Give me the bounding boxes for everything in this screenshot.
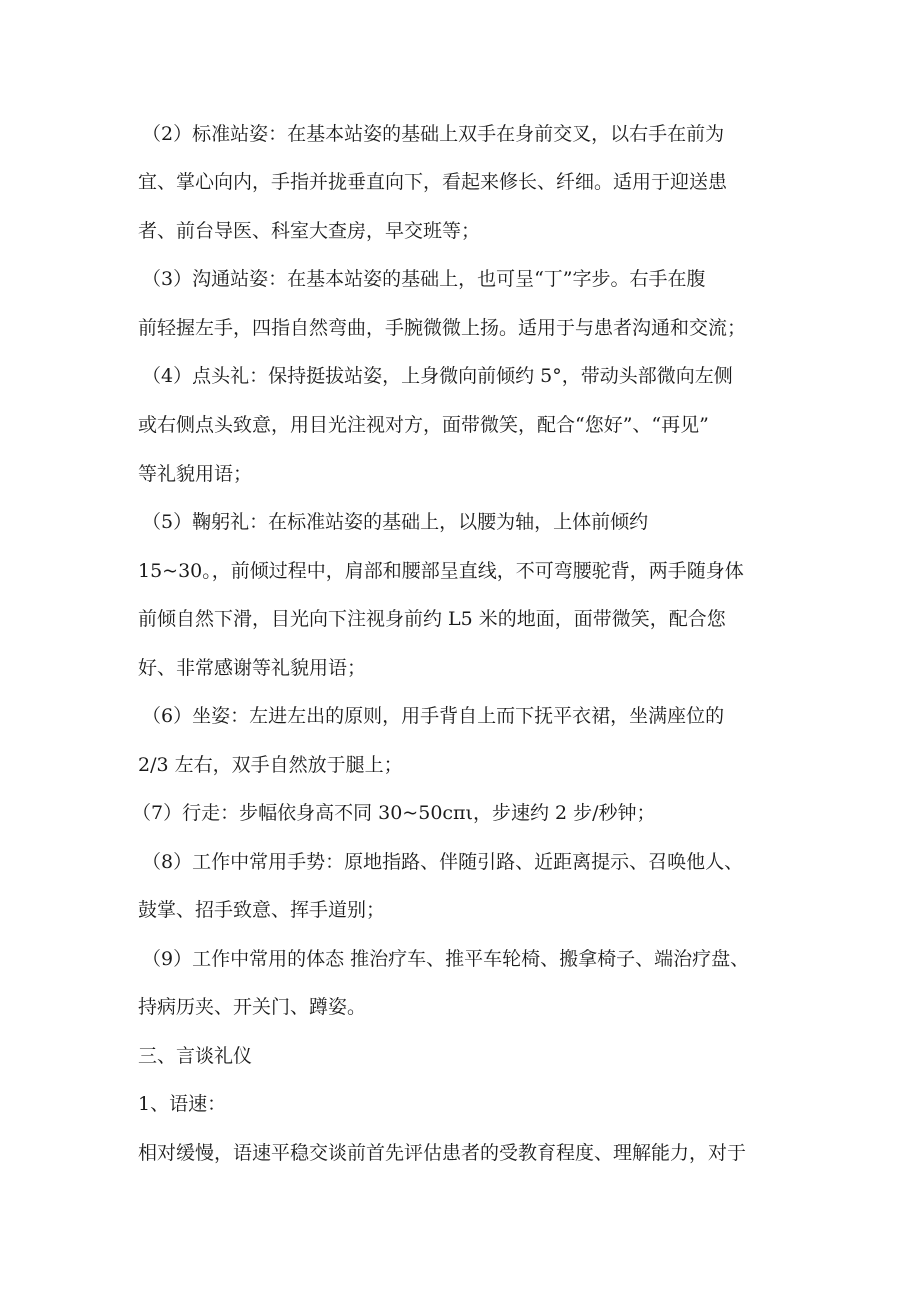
text-line: 好、非常感谢等礼貌用语； xyxy=(138,657,367,679)
text-line: 等礼貌用语； xyxy=(138,463,253,485)
text-line: 2/3 左右，双手自然放于腿上； xyxy=(138,754,403,776)
text-line: 前倾自然下滑，目光向下注视身前约 L5 米的地面，面带微笑，配合您 xyxy=(138,608,726,630)
text-line: 鼓掌、招手致意、挥手道别； xyxy=(138,899,386,921)
text-line: 相对缓慢，语速平稳交谈前首先评估患者的受教育程度、理解能力，对于 xyxy=(138,1142,747,1164)
text-line: 或右侧点头致意，用目光注视对方，面带微笑，配合“您好”、“再见” xyxy=(138,414,709,436)
text-line: 者、前台导医、科室大查房，早交班等； xyxy=(138,220,481,242)
text-line: （2）标准站姿：在基本站姿的基础上双手在身前交叉，以右手在前为 xyxy=(142,123,725,145)
text-line: （9）工作中常用的体态 推治疗车、推平车轮椅、搬拿椅子、端治疗盘、 xyxy=(142,948,750,970)
text-line: 持病历夹、开关门、蹲姿。 xyxy=(138,996,367,1018)
subsection-heading: 1、语速： xyxy=(138,1093,227,1115)
text-line: （5）鞠躬礼：在标准站姿的基础上，以腰为轴，上体前倾约 xyxy=(142,511,649,533)
text-line: 前轻握左手，四指自然弯曲，手腕微微上扬。适用于与患者沟通和交流； xyxy=(138,317,747,339)
text-line: （4）点头礼：保持挺拔站姿，上身微向前倾约 5°，带动头部微向左侧 xyxy=(142,365,733,387)
text-line: （3）沟通站姿：在基本站姿的基础上，也可呈“丁”字步。右手在腹 xyxy=(142,268,706,290)
text-line: 15~30。，前倾过程中，肩部和腰部呈直线，不可弯腰驼背，两手随身体 xyxy=(138,560,744,582)
text-line: 宜、掌心向内，手指并拢垂直向下，看起来修长、纤细。适用于迎送患 xyxy=(138,171,728,193)
text-line: （6）坐姿：左进左出的原则，用手背自上而下抚平衣裙，坐满座位的 xyxy=(142,705,725,727)
text-line: （7）行走：步幅依身高不同 30~50cπι，步速约 2 步/秒钟； xyxy=(132,802,656,824)
section-heading: 三、言谈礼仪 xyxy=(138,1045,253,1067)
text-line: （8）工作中常用手势：原地指路、伴随引路、近距离提示、召唤他人、 xyxy=(142,851,744,873)
